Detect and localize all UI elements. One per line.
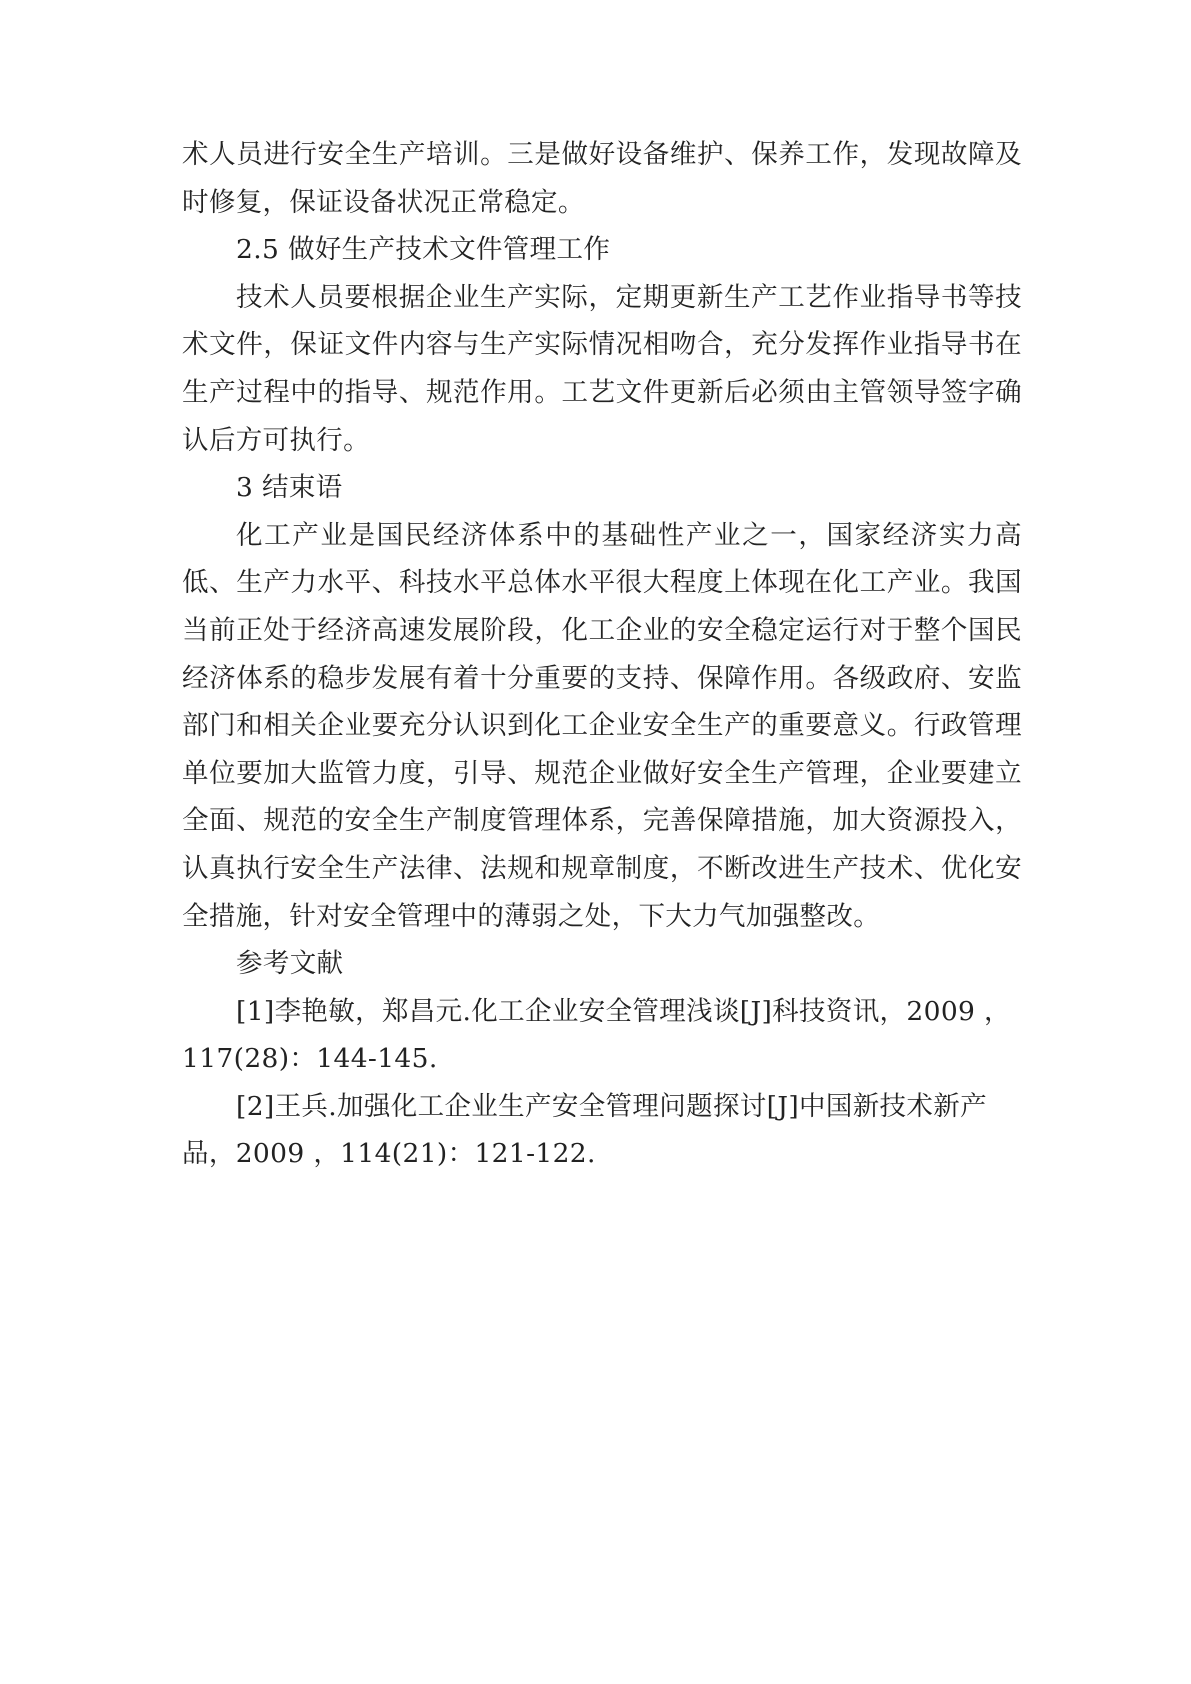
references-heading: 参考文献 [236, 948, 344, 980]
paragraph-training-continuation: 术人员进行安全生产培训。三是做好设备维护、保养工作，发现故障及时修复，保证设备状况正常稳定。 [182, 139, 1022, 218]
section-heading-2-5: 2.5 做好生产技术文件管理工作 [236, 234, 611, 266]
document-page [182, 131, 1022, 1178]
reference-item-2: [2]王兵.加强化工企业生产安全管理问题探讨[J]中国新技术新产品，2009 ，114(21)：121-122. [182, 1090, 987, 1170]
paragraph-conclusion: 化工产业是国民经济体系中的基础性产业之一，国家经济实力高低、生产力水平、科技水平总体水平很大程度上体现在化工产业。我国当前正处于经济高速发展阶段，化工企业的安全稳定运行对于整个国民经济体系的稳步发展有着十分重要的支持、保障作用。各级政府、安监部门和相关企业要充分认识到化工企业安全生产的重要意义。行政管理单位要加大监管力度，引导、规范企业做好安全生产管理，企业要建立全面、规范的安全生产制度管理体系，完善保障措施，加大资源投入，认真执行安全生产法律、法规和规章制度，不断改进生产技术、优化安全措施，针对安全管理中的薄弱之处，下大力气加强整改。 [182, 519, 1022, 932]
paragraph-technical-documents: 技术人员要根据企业生产实际，定期更新生产工艺作业指导书等技术文件，保证文件内容与生产实际情况相吻合，充分发挥作业指导书在生产过程中的指导、规范作用。工艺文件更新后必须由主管领导签字确认后方可执行。 [182, 281, 1022, 456]
section-heading-conclusion: 3 结束语 [236, 472, 343, 504]
reference-item-1: [1]李艳敏，郑昌元.化工企业安全管理浅谈[J]科技资讯，2009 ，117(28)：144-145. [182, 995, 1011, 1075]
